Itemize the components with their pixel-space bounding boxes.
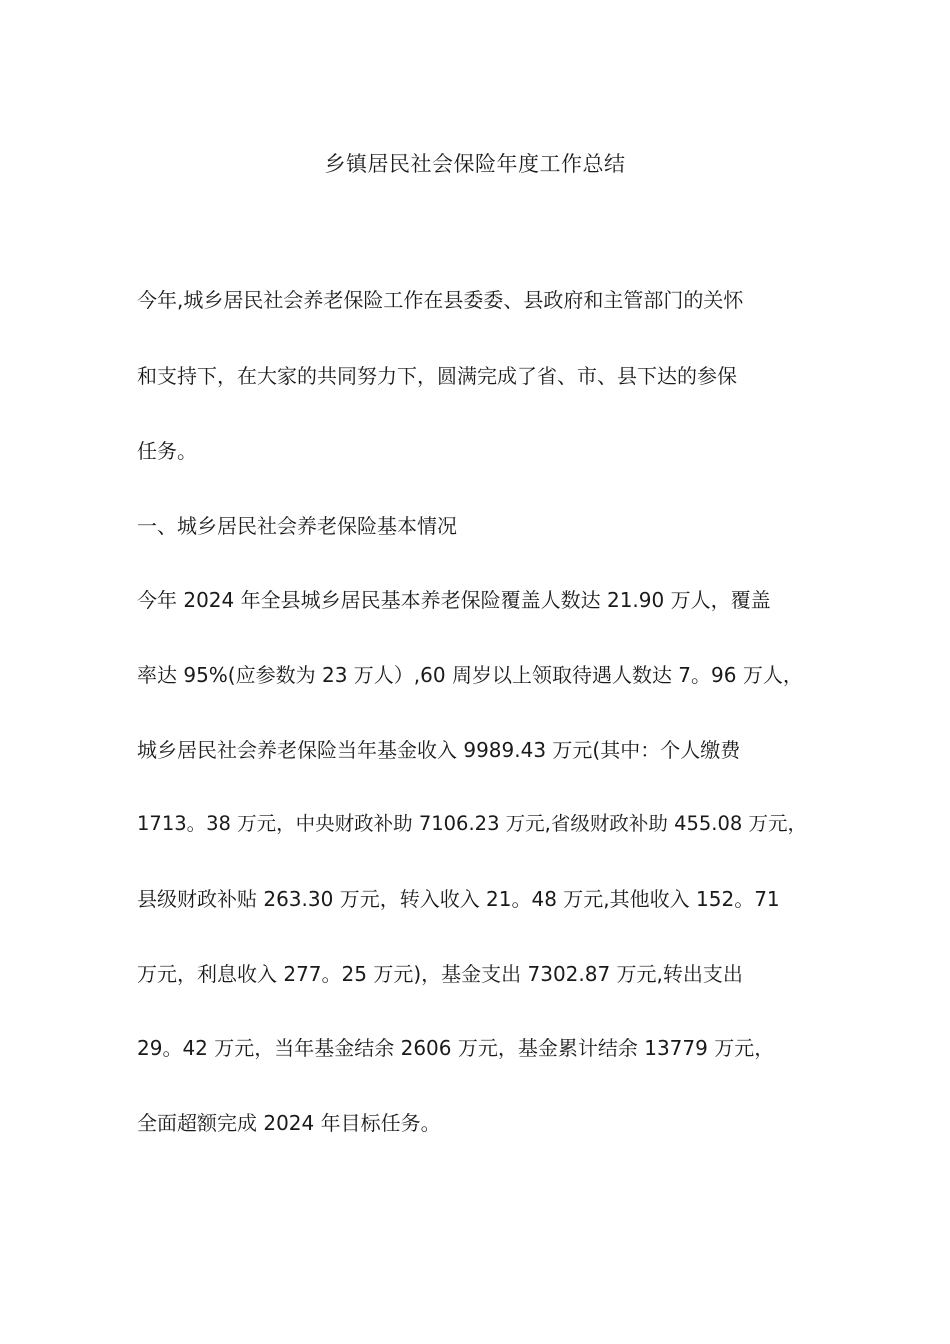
paragraph-line: 任务。 — [137, 439, 197, 463]
section-heading: 一、城乡居民社会养老保险基本情况 — [137, 514, 457, 538]
paragraph-line: 29。42 万元，当年基金结余 2606 万元，基金累计结余 13779 万元， — [137, 1036, 775, 1060]
paragraph-line: 今年 2024 年全县城乡居民基本养老保险覆盖人数达 21.90 万人，覆盖 — [137, 588, 771, 612]
document-title: 乡镇居民社会保险年度工作总结 — [324, 152, 626, 176]
paragraph-line: 万元，利息收入 277。25 万元)，基金支出 7302.87 万元,转出支出 — [137, 962, 743, 986]
paragraph-line: 今年,城乡居民社会养老保险工作在县委委、县政府和主管部门的关怀 — [137, 288, 744, 312]
paragraph-line: 和支持下，在大家的共同努力下，圆满完成了省、市、县下达的参保 — [137, 364, 737, 388]
paragraph-line: 县级财政补贴 263.30 万元，转入收入 21。48 万元,其他收入 152。71 — [137, 887, 780, 911]
paragraph-line: 全面超额完成 2024 年目标任务。 — [137, 1111, 441, 1135]
paragraph-line: 城乡居民社会养老保险当年基金收入 9989.43 万元(其中：个人缴费 — [137, 738, 741, 762]
paragraph-line: 率达 95%(应参数为 23 万人）,60 周岁以上领取待遇人数达 7。96 万人， — [137, 663, 803, 687]
paragraph-line: 1713。38 万元，中央财政补助 7106.23 万元,省级财政补助 455.08 万元， — [137, 812, 807, 835]
